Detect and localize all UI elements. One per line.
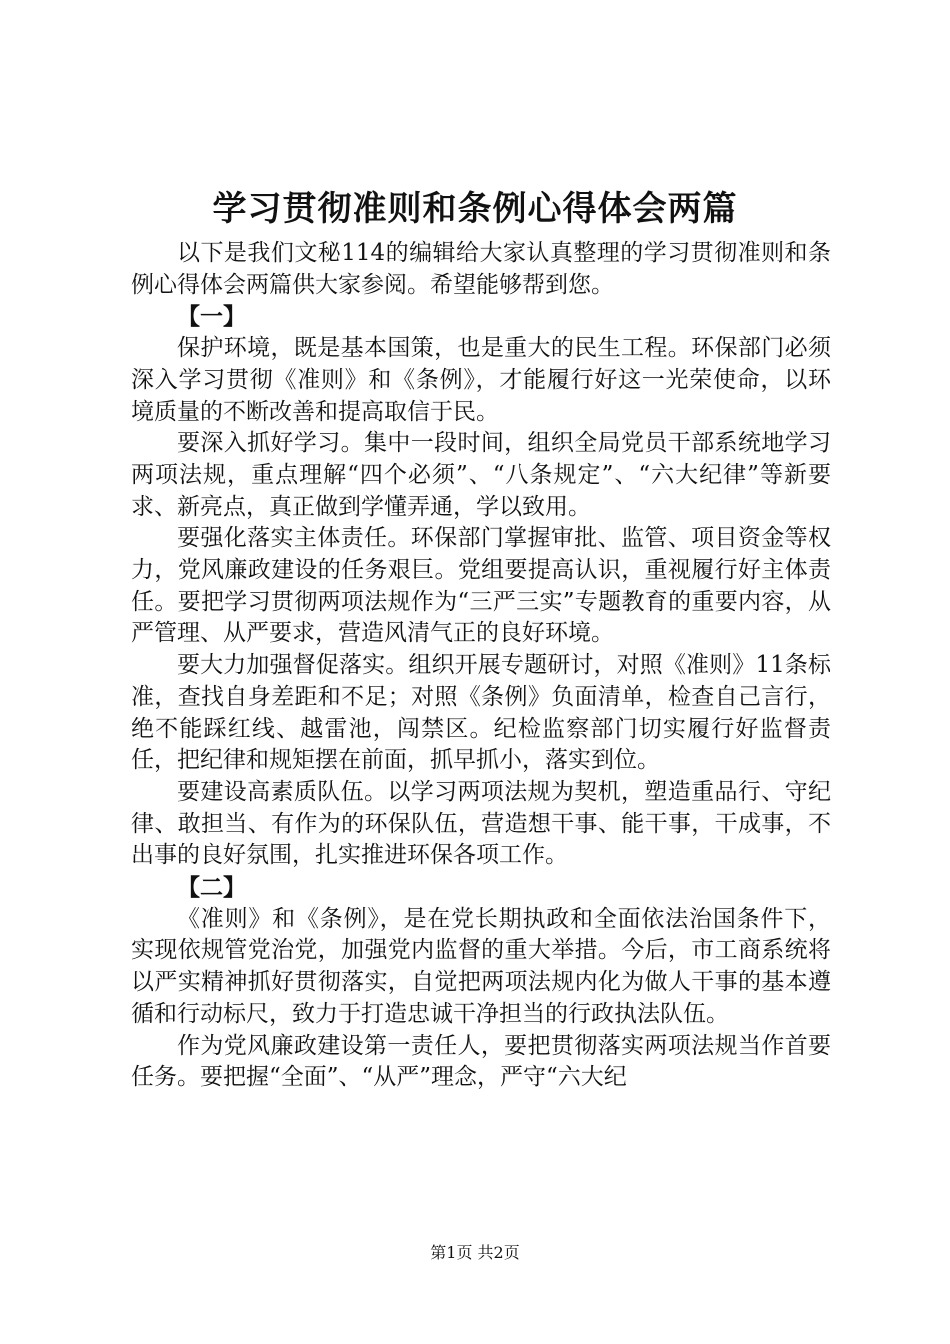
document-body [131, 238, 831, 1094]
document-title: 学习贯彻准则和条例心得体会两篇 [212, 189, 738, 229]
intro-paragraph: 以下是我们文秘114的编辑给大家认真整理的学习贯彻准则和条例心得体会两篇供大家参阅。希望能够帮到您。 [131, 240, 831, 298]
section-marker-2: 【二】 [177, 874, 246, 902]
section1-paragraph: 保护环境，既是基本国策，也是重大的民生工程。环保部门必须深入学习贯彻《准则》和《条例》，才能履行好这一光荣使命，以环境质量的不断改善和提高取信于民。 [131, 335, 831, 425]
section2-paragraph: 作为党风廉政建设第一责任人，要把贯彻落实两项法规当作首要任务。要把握“全面”、“从严”理念，严守“六大纪 [131, 1032, 831, 1091]
section-marker-1: 【一】 [177, 303, 246, 331]
section1-paragraph: 要深入抓好学习。集中一段时间，组织全局党员干部系统地学习两项法规，重点理解“四个必须”、“八条规定”、“六大纪律”等新要求、新亮点，真正做到学懂弄通，学以致用。 [131, 430, 831, 520]
section1-paragraph: 要大力加强督促落实。组织开展专题研讨，对照《准则》11条标准，查找自身差距和不足；对照《条例》负面清单，检查自己言行，绝不能踩红线、越雷池，闯禁区。纪检监察部门切实履行好监督责任，把纪律和规矩摆在前面，抓早抓小，落实到位。 [131, 652, 831, 774]
section2-paragraph: 《准则》和《条例》，是在党长期执政和全面依法治国条件下，实现依规管党治党，加强党内监督的重大举措。今后，市工商系统将以严实精神抓好贯彻落实，自觉把两项法规内化为做人干事的基本遵循和行动标尺，致力于打造忠诚干净担当的行政执法队伍。 [131, 905, 831, 1027]
section1-paragraph: 要强化落实主体责任。环保部门掌握审批、监管、项目资金等权力，党风廉政建设的任务艰巨。党组要提高认识，重视履行好主体责任。要把学习贯彻两项法规作为“三严三实”专题教育的重要内容，从严管理、从严要求，营造风清气正的良好环境。 [131, 525, 831, 647]
page-footer: 第1页 共2页 [430, 1243, 520, 1262]
section1-paragraph: 要建设高素质队伍。以学习两项法规为契机，塑造重品行、守纪律、敢担当、有作为的环保队伍，营造想干事、能干事，干成事，不出事的良好氛围，扎实推进环保各项工作。 [131, 778, 831, 869]
